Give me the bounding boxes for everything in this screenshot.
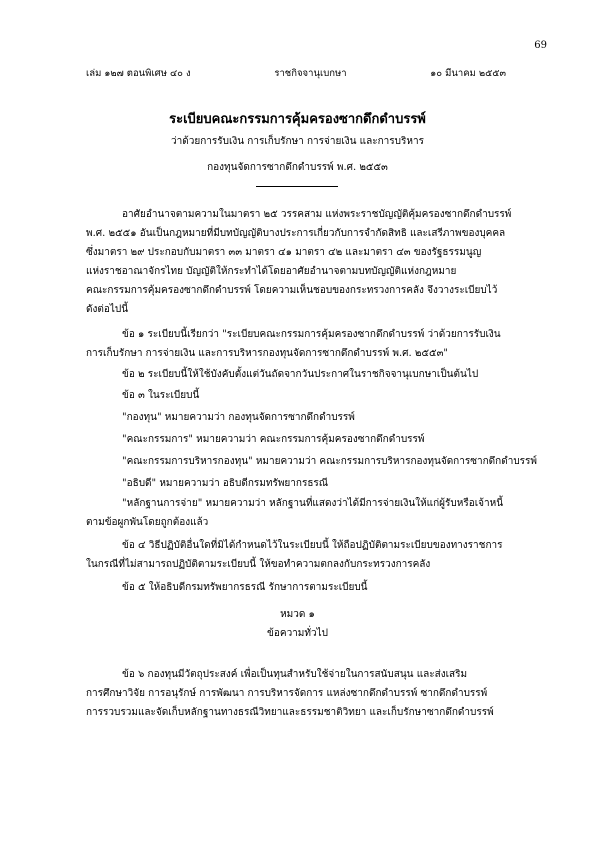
chapter-title: ข้อความทั่วไป bbox=[267, 628, 328, 639]
document-subtitle-fund: กองทุนจัดการซากดึกดำบรรพ์ พ.ศ. ๒๕๕๓ bbox=[207, 162, 388, 173]
document-subtitle: ว่าด้วยการรับเงิน การเก็บรักษา การจ่ายเงิน และการบริหาร bbox=[171, 136, 424, 147]
clause-1 bbox=[86, 325, 501, 363]
preamble-line: ดังต่อไปนี้ bbox=[86, 304, 129, 315]
chapter-number: หมวด ๑ bbox=[280, 609, 315, 620]
clause-line: การรวบรวมและจัดเก็บหลักฐานทางธรณีวิทยาและธรรมชาติวิทยา และเก็บรักษาซากดึกดำบรรพ์ bbox=[86, 707, 494, 718]
header-gazette: ราชกิจจานุเบกษา bbox=[274, 68, 347, 79]
preamble-line: อาศัยอำนาจตามความในมาตรา ๒๕ วรรคสาม แห่งพระราชบัญญัติคุ้มครองซากดึกดำบรรพ์ bbox=[122, 209, 512, 220]
document-title: ระเบียบคณะกรรมการคุ้มครองซากดึกดำบรรพ์ bbox=[169, 112, 426, 127]
definition-director-general: "อธิบดี" หมายความว่า อธิบดีกรมทรัพยากรธรณี bbox=[122, 478, 329, 489]
header-date: ๑๐ มีนาคม ๒๕๕๓ bbox=[430, 68, 506, 79]
preamble bbox=[86, 205, 511, 319]
clause-line: การเก็บรักษา การจ่ายเงิน และการบริหารกองทุนจัดการซากดึกดำบรรพ์ พ.ศ. ๒๕๕๓" bbox=[86, 348, 449, 359]
page-number: 69 bbox=[534, 40, 547, 51]
definition-fund: "กองทุน" หมายความว่า กองทุนจัดการซากดึกดำบรรพ์ bbox=[122, 412, 355, 423]
preamble-line: ซึ่งมาตรา ๒๙ ประกอบกับมาตรา ๓๓ มาตรา ๔๑ มาตรา ๔๒ และมาตรา ๔๓ ของรัฐธรรมนูญ bbox=[86, 247, 482, 258]
clause-line: ในกรณีที่ไม่สามารถปฏิบัติตามระเบียบนี้ ให้ขอทำความตกลงกับกระทรวงการคลัง bbox=[86, 559, 431, 570]
clause-line: ข้อ ๑ ระเบียบนี้เรียกว่า "ระเบียบคณะกรรมการคุ้มครองซากดึกดำบรรพ์ ว่าด้วยการรับเงิน bbox=[122, 329, 501, 340]
preamble-line: คณะกรรมการคุ้มครองซากดึกดำบรรพ์ โดยความเห็นชอบของกระทรวงการคลัง จึงวางระเบียบไว้ bbox=[86, 285, 498, 296]
header-volume: เล่ม ๑๒๗ ตอนพิเศษ ๔๐ ง bbox=[86, 68, 191, 79]
preamble-line: แห่งราชอาณาจักรไทย บัญญัติให้กระทำได้โดยอาศัยอำนาจตามบทบัญญัติแห่งกฎหมาย bbox=[86, 266, 457, 277]
clause-2: ข้อ ๒ ระเบียบนี้ให้ใช้บังคับตั้งแต่วันถัดจากวันประกาศในราชกิจจานุเบกษาเป็นต้นไป bbox=[122, 369, 479, 380]
definition-committee: "คณะกรรมการ" หมายความว่า คณะกรรมการคุ้มครองซากดึกดำบรรพ์ bbox=[122, 434, 425, 445]
definition-fund-committee: "คณะกรรมการบริหารกองทุน" หมายความว่า คณะกรรมการบริหารกองทุนจัดการซากดึกดำบรรพ์ bbox=[122, 456, 538, 467]
clause-5: ข้อ ๕ ให้อธิบดีกรมทรัพยากรธรณี รักษาการตามระเบียบนี้ bbox=[122, 582, 368, 593]
clause-6 bbox=[86, 665, 494, 722]
clause-line: การศึกษาวิจัย การอนุรักษ์ การพัฒนา การบริหารจัดการ แหล่งซากดึกดำบรรพ์ ซากดึกดำบรรพ์ bbox=[86, 688, 488, 699]
definition-line: "หลักฐานการจ่าย" หมายความว่า หลักฐานที่แสดงว่าได้มีการจ่ายเงินให้แก่ผู้รับหรือเจ้าหนี้ bbox=[122, 498, 504, 509]
clause-line: ข้อ ๖ กองทุนมีวัตถุประสงค์ เพื่อเป็นทุนสำหรับใช้จ่ายในการสนับสนุน และส่งเสริม bbox=[122, 669, 468, 680]
definition-receipt bbox=[86, 494, 503, 532]
definitions bbox=[122, 408, 537, 493]
clause-line: ข้อ ๔ วิธีปฏิบัติอื่นใดที่มิได้กำหนดไว้ในระเบียบนี้ ให้ถือปฏิบัติตามระเบียบของทางราชการ bbox=[122, 540, 503, 551]
clause-4 bbox=[86, 536, 502, 574]
definition-line: ตามข้อผูกพันโดยถูกต้องแล้ว bbox=[86, 517, 209, 528]
title-divider bbox=[256, 186, 338, 187]
preamble-line: พ.ศ. ๒๕๕๑ อันเป็นกฎหมายที่มีบทบัญญัติบางประการเกี่ยวกับการจำกัดสิทธิ และเสรีภาพของบุคคล bbox=[86, 228, 506, 239]
clause-3: ข้อ ๓ ในระเบียบนี้ bbox=[122, 390, 200, 401]
running-header bbox=[86, 66, 506, 81]
